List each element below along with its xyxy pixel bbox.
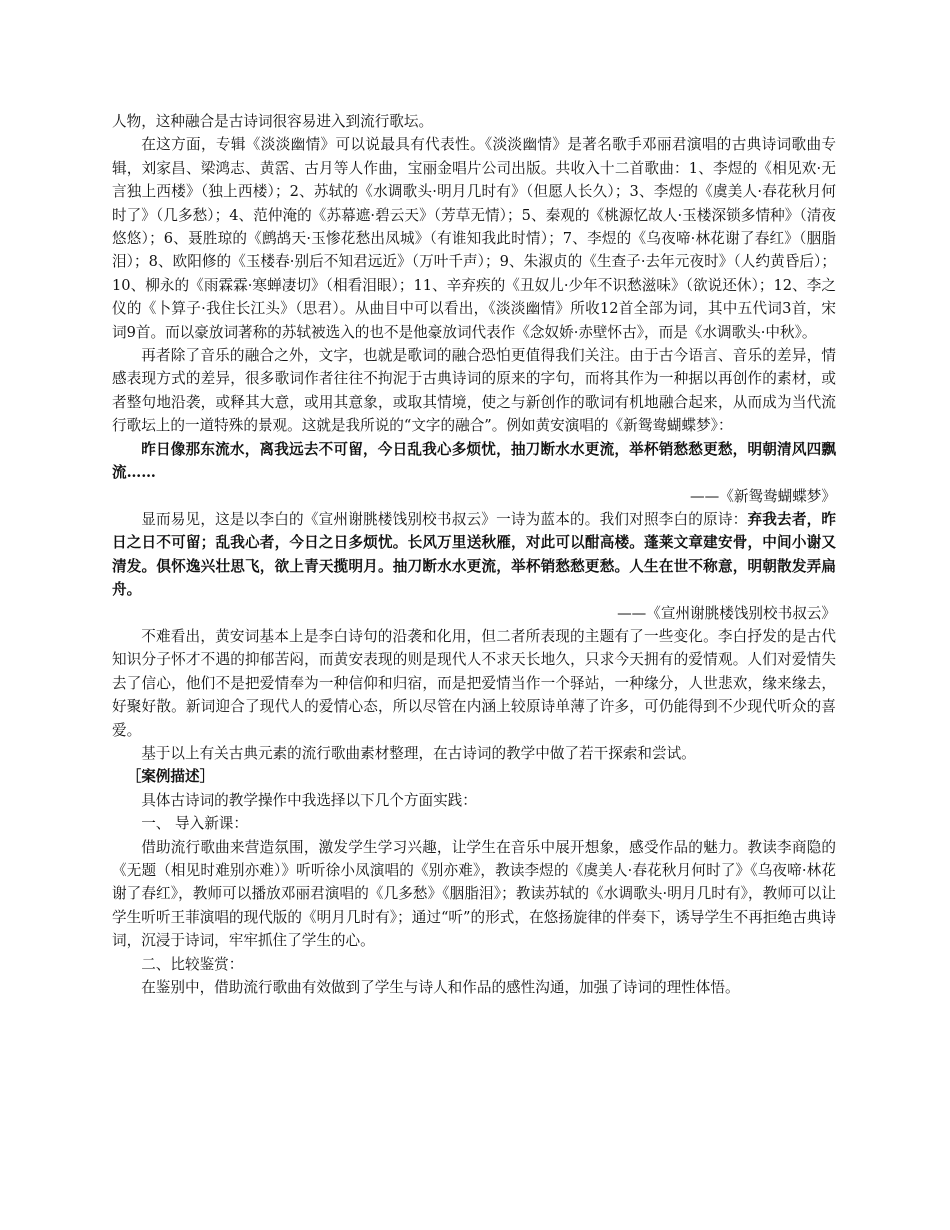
document-page [112, 110, 836, 999]
lyric-attribution: ——《新鸳鸯蝴蝶梦》 [690, 487, 836, 505]
paragraph-lyric-fusion: 再者除了音乐的融合之外，文字，也就是歌词的融合恐怕更值得我们关注。由于古今语言、音乐的差异，情感表现方式的差异，很多歌词作者往往不拘泥于古典诗词的原来的字句，而将其作为一种据以再创作的素材，或者整句地沿袭，或释其大意，或用其意象，或取其情境，使之与新创作的歌词有机地融合起来，从而成为当代流行歌坛上的一道特殊的景观。这就是我所说的“文字的融合”。例如黄安演唱的《新鸳鸯蝴蝶梦》： [112, 347, 836, 435]
paragraph-intro-fragment: 人物，这种融合是古诗词很容易进入到流行歌坛。 [112, 113, 434, 130]
paragraph-album-description: 在这方面，专辑《淡淡幽情》可以说最具有代表性。《淡淡幽情》是著名歌手邓丽君演唱的古典诗词歌曲专辑，刘家昌、梁鸿志、黄霑、古月等人作曲，宝丽金唱片公司出版。共收入十二首歌曲：1、李煜的《相见欢·无言独上西楼》（独上西楼）；2、苏轼的《水调歌头·明月几时有》（但愿人长久）；3、李煜的《虞美人·春花秋月何时了》（几多愁）；4、范仲淹的《苏幕遮·碧云天》（芳草无情）；5、秦观的《桃源忆故人·玉楼深锁多情种》（清夜悠悠）；6、聂胜琼的《鹧鸪天·玉惨花愁出凤城》（有谁知我此时情）；7、李煜的《乌夜啼·林花谢了春红》（胭脂泪）；8、欧阳修的《玉楼春·别后不知君远近》（万叶千声）；9、朱淑贞的《生查子·去年元夜时》（人约黄昏后）；10、柳永的《雨霖霖·寒蝉凄切》（相看泪眼）；11、辛弃疾的《丑奴儿·少年不识愁滋味》（欲说还休）；12、李之仪的《卜算子·我住长江头》（思君）。从曲目中可以看出，《淡淡幽情》所收12首全部为词，其中五代词3首，宋词9首。而以豪放词著称的苏轼被选入的也不是他豪放词代表作《念奴娇·赤壁怀古》，而是《水调歌头·中秋》。 [112, 136, 836, 341]
paragraph-practice-intro: 具体古诗词的教学操作中我选择以下几个方面实践： [141, 791, 477, 809]
lyric-quote: 昨日像那东流水，离我远去不可留，今日乱我心多烦忧，抽刀断水水更流，举杯销愁愁更愁，明朝清风四飘流…… [112, 440, 836, 482]
step-heading-comparison: 二、比较鉴赏： [141, 955, 244, 973]
section-heading-case-description: ［案例描述］ [126, 768, 215, 786]
poem-comparison-lead: 显而易见，这是以李白的《宣州谢朓楼饯别校书叔云》一诗为蓝本的。我们对照李白的原诗： [141, 510, 748, 528]
original-poem-text: 弃我去者，昨日之日不可留；乱我心者，今日之日多烦忧。长风万里送秋雁，对此可以酣高楼。蓬莱文章建安骨，中间小谢又清发。俱怀逸兴壮思飞，欲上青天揽明月。抽刀断水水更流，举杯销愁愁更愁。人生在世不称意，明朝散发弄扁舟。 [112, 510, 836, 599]
paragraph-intro-lesson: 借助流行歌曲来营造氛围，激发学生学习兴趣，让学生在音乐中展开想象，感受作品的魅力。教读李商隐的《无题（相见时难别亦难）》听听徐小凤演唱的《别亦难》，教读李煜的《虞美人·春花秋月何时了》《乌夜啼·林花谢了春红》，教师可以播放邓丽君演唱的《几多愁》《胭脂泪》；教读苏轼的《水调歌头·明月几时有》，教师可以让学生听听王菲演唱的现代版的《明月几时有》；通过“听”的形式，在悠扬旋律的伴奏下，诱导学生不再拒绝古典诗词，沉浸于诗词，牢牢抓住了学生的心。 [112, 838, 836, 950]
paragraph-teaching-basis: 基于以上有关古典元素的流行歌曲素材整理，在古诗词的教学中做了若干探索和尝试。 [141, 744, 696, 762]
paragraph-theme-analysis: 不难看出，黄安词基本上是李白诗句的沿袭和化用，但二者所表现的主题有了一些变化。李白抒发的是古代知识分子怀才不遇的抑郁苦闷，而黄安表现的则是现代人不求天长地久，只求今天拥有的爱情观。人们对爱情失去了信心，他们不是把爱情奉为一种信仰和归宿，而是把爱情当作一个驿站，一种缘分，人世悲欢，缘来缘去，好聚好散。新词迎合了现代人的爱情心态，所以尽管在内涵上较原诗单薄了许多，可仍能得到不少现代听众的喜爱。 [112, 627, 836, 739]
poem-attribution: ——《宣州谢朓楼饯别校书叔云》 [617, 604, 836, 622]
step-heading-intro-lesson: 一、 导入新课： [141, 815, 248, 833]
paragraph-poem-comparison [112, 508, 836, 602]
paragraph-comparison: 在鉴别中，借助流行歌曲有效做到了学生与诗人和作品的感性沟通，加强了诗词的理性体悟。 [141, 979, 740, 997]
